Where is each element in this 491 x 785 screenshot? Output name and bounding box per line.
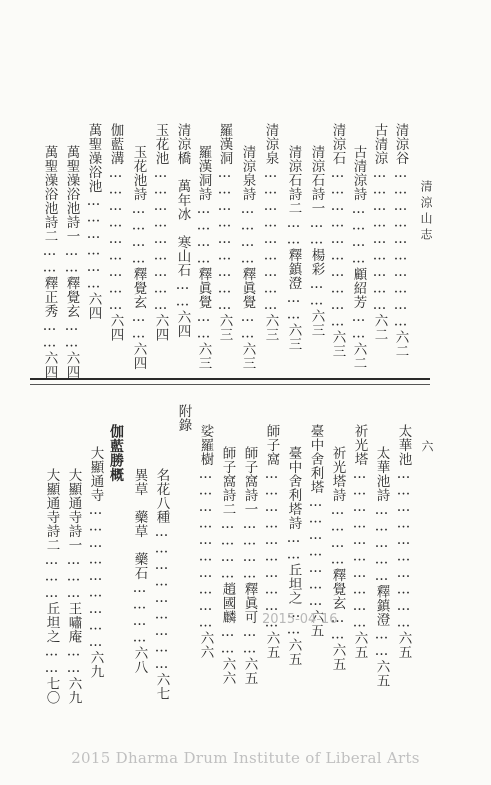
appendix-heading: 附錄 [175, 404, 192, 432]
toc-entry: 臺中舍利塔詩……丘坦之……六五 [285, 446, 302, 666]
section-divider-thin [30, 384, 430, 385]
toc-entry: 清涼谷…………………………六二 [392, 123, 409, 358]
watermark: 2015 Dharma Drum Institute of Liberal Arts [71, 749, 420, 767]
section-divider [30, 378, 430, 380]
toc-entry: 清涼石詩二……釋鎮澄……六三 [285, 145, 302, 351]
toc-entry: 玉花池………………………六四 [152, 123, 169, 342]
toc-entry: 萬聖澡浴池詩一……釋覺玄……六四 [63, 145, 80, 379]
toc-entry: 太華池詩……………釋鎮澄……六五 [373, 446, 390, 688]
toc-entry: 玉花池詩…………釋覺玄……六四 [130, 145, 147, 370]
toc-entry: 大顯通寺詩二………丘坦之……七〇 [43, 468, 60, 705]
toc-entry: 大顯通寺………………………六九 [87, 446, 104, 679]
toc-entry: 清涼泉詩…………釋眞覺……六三 [239, 145, 256, 370]
toc-entry: 羅漢洞………………………六三 [216, 123, 233, 342]
toc-entry: 萬聖澡浴池………………六四 [85, 123, 102, 320]
toc-entry: 清涼泉………………………六三 [262, 123, 279, 342]
toc-entry: 清涼石詩一……楊彩……六三 [308, 145, 325, 337]
toc-entry: 名花八種………………………六七 [153, 468, 170, 701]
toc-entry: 祈光塔詩…………釋覺玄……六五 [329, 446, 346, 671]
toc-entry: 古清涼詩…………顧紹芳……六二 [350, 145, 367, 370]
toc-entry: 清涼橋 萬年冰 寒山石……六四 [174, 123, 191, 338]
toc-entry: 祈光塔…………………………六五 [351, 424, 368, 659]
toc-entry: 太華池…………………………六五 [395, 424, 412, 659]
page-number: 六 [420, 440, 434, 456]
toc-entry: 羅漢洞詩…………釋眞覺……六三 [195, 145, 212, 370]
toc-entry: 師子窩…………………………六五 [263, 424, 280, 659]
toc-entry: 大顯通寺詩一………王嘯庵……六九 [65, 468, 82, 705]
date-stamp: 2015-04-16 [262, 612, 338, 627]
section-heading: 伽藍勝概 [108, 424, 124, 482]
toc-entry: 萬聖澡浴池詩二……釋正秀……六四 [41, 145, 58, 379]
toc-entry: 師子窩詩一…………釋眞可……六五 [241, 446, 258, 685]
toc-entry: 伽藍溝………………………六四 [107, 123, 124, 342]
toc-entry: 清涼石…………………………六三 [329, 123, 346, 358]
toc-entry: 古清涼………………………六二 [371, 123, 388, 342]
toc-entry: 臺中舍利塔…………………六五 [307, 424, 324, 638]
toc-entry: 娑羅樹…………………………六六 [197, 424, 214, 659]
book-title: 清涼山志 [419, 180, 433, 244]
toc-entry: 師子窩詩二…………趙國麟……六六 [219, 446, 236, 685]
toc-entry: 異草 藥草 藥石…………六八 [131, 468, 148, 674]
